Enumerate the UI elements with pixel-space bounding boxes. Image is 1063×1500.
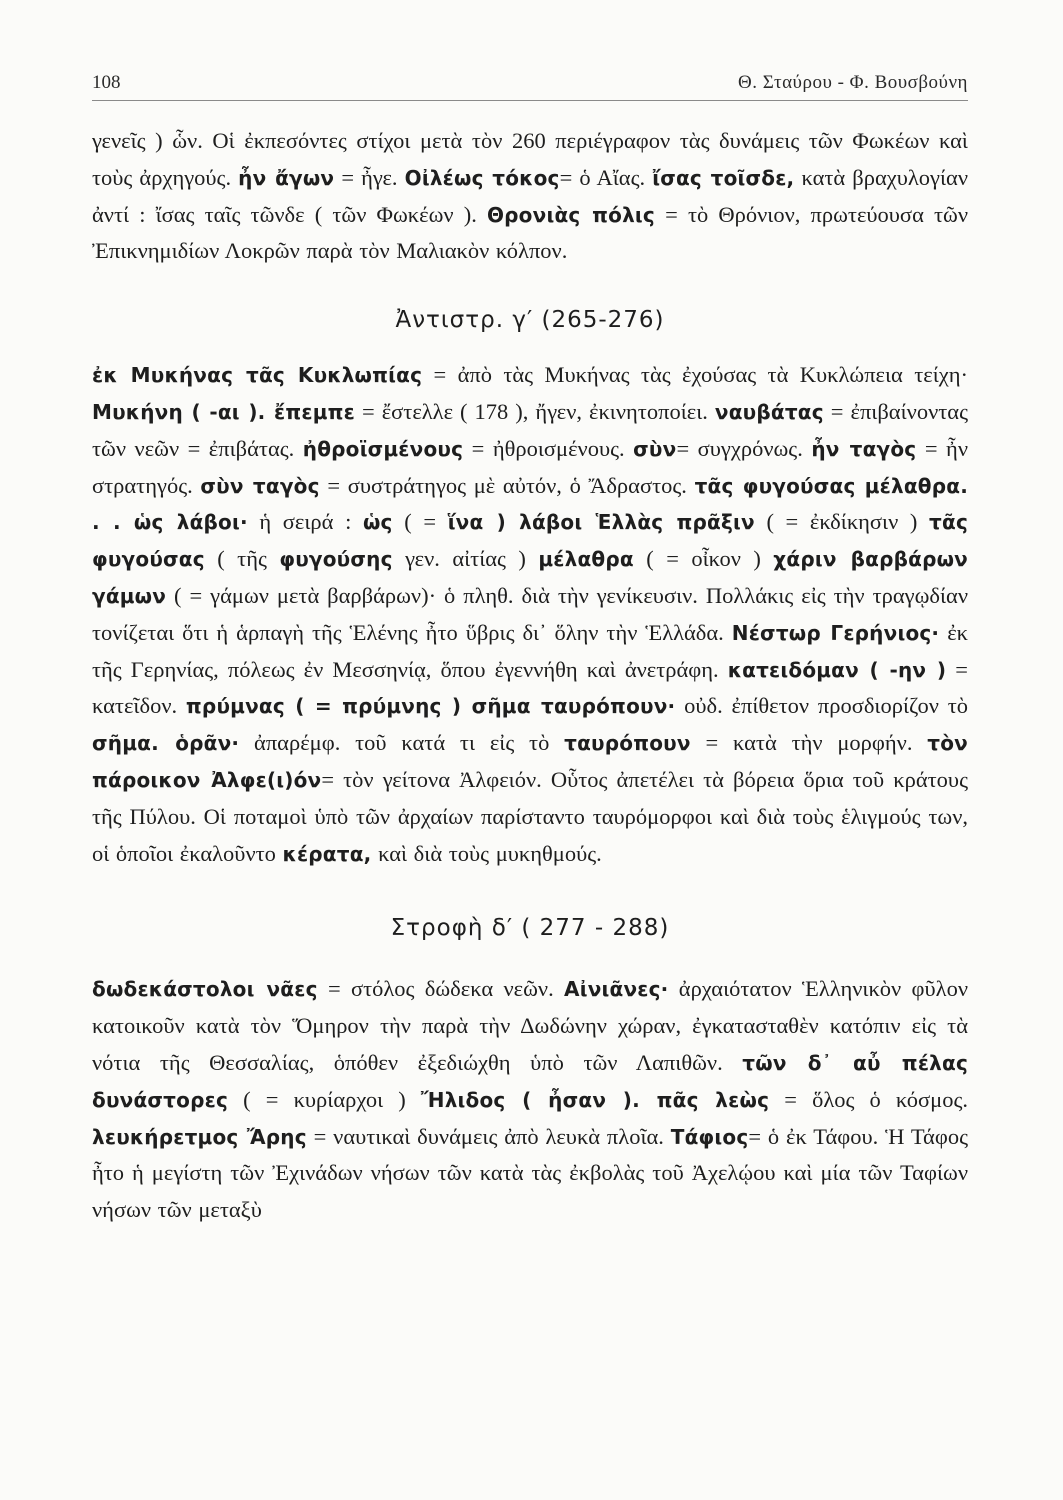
text-run: = ἀπὸ τὰς Μυκήνας τὰς ἐχούσας τὰ Κυκλώπεια τείχη·: [422, 362, 968, 388]
lemma: δωδεκάστολοι νᾶες: [92, 977, 318, 1002]
running-head: [92, 60, 968, 101]
text-run: κατὰ βραχυλογίαν ἀντί : ἴσας ταῖς τῶνδε ( τῶν Φωκέων ).: [92, 164, 969, 227]
lemma: ἦν ταγὸς: [811, 436, 917, 461]
text-run: γεν. αἰτίας ): [392, 546, 539, 572]
lemma: σῆμα. ὁρᾶν·: [92, 731, 240, 756]
text-run: = ὁ ἐκ Τάφου. Ἡ Τάφος ἦτο ἡ μεγίστη τῶν Ἐχινάδων νήσων τῶν κατὰ τὰς ἐκβολὰς τοῦ Ἀχελῴου καὶ μία τῶν Ταφίων νήσων τῶν μεταξὺ: [92, 1123, 968, 1223]
text-run: = ἦγε.: [334, 164, 405, 190]
lemma: φυγούσης: [279, 547, 393, 572]
intro-paragraph: [92, 123, 968, 270]
text-run: ( = κυρίαρχοι ): [228, 1086, 421, 1112]
page-number: 108: [92, 72, 121, 93]
antistrophe-paragraph: [92, 357, 968, 872]
text-run: = ναυτικαὶ δυνάμεις ἀπὸ λευκὰ πλοῖα.: [306, 1123, 671, 1149]
text-run: ( =: [392, 509, 448, 535]
lemma: μέλαθρα: [538, 547, 634, 572]
section-heading-antistrophe: Ἀντιστρ. γ′ (265-276): [395, 307, 665, 334]
text-run: οὐδ. ἐπίθετον προσδιορίζον τὸ: [675, 693, 968, 719]
text-run: ( = ἐκδίκησιν ): [754, 509, 930, 535]
text-run: γενεῖς ) ὧν. Οἱ ἐκπεσόντες στίχοι μετὰ τὸν 260 περιέγραφον τὰς δυνάμεις τῶν Φωκέων καὶ τοὺς ἀρχηγούς.: [92, 128, 968, 190]
text-run: ἐκ τῆς Γερηνίας, πόλεως ἐν Μεσσηνίᾳ, ὅπου ἐγεννήθη καὶ ἀνετράφη.: [92, 619, 968, 682]
lemma: κέρατα,: [282, 841, 372, 866]
text-run: = ἔστελλε ( 178 ), ἤγεν, ἐκινητοποίει.: [354, 398, 715, 424]
lemma: Νέστωρ Γερήνιος·: [731, 620, 940, 645]
text-run: ( τῆς: [204, 546, 280, 572]
lemma: τῶν δ᾿ αὖ πέλας δυνάστορες: [92, 1050, 969, 1112]
text-run: = κατὰ τὴν μορφήν.: [690, 730, 928, 756]
lemma: τὸν πάροικον Ἀλφε(ι)όν: [92, 731, 968, 792]
lemma: σὺν ταγὸς: [200, 473, 320, 498]
text-run: ἡ σειρά :: [247, 509, 363, 535]
lemma: Ἤλιδος ( ἦσαν ). πᾶς λεὼς: [420, 1087, 770, 1112]
text-run: = ἐπιβαίνοντας τῶν νεῶν = ἐπιβάτας.: [92, 398, 968, 461]
lemma: ἵνα ) λάβοι Ἑλλὰς πρᾶξιν: [447, 510, 755, 535]
lemma: τᾶς φυγούσας: [92, 510, 969, 572]
text-run: = τὸν γείτονα Ἀλφειόν. Οὗτος ἀπετέλει τὰ βόρεια ὅρια τοῦ κράτους τῆς Πύλου. Οἱ ποταμοὶ ὑπὸ τῶν ἀρχαίων παρίσταντο ταυρόμορφοι καὶ διὰ τοὺς ἑλιγμούς των, οἱ ὁποῖοι ἐκαλοῦντο: [92, 766, 968, 866]
text-run: ( = οἶκον ): [633, 546, 774, 572]
lemma: λευκήρετμος Ἄρης: [92, 1124, 307, 1149]
lemma: σὺν: [633, 436, 677, 461]
text-run: = ἠθροισμένους.: [463, 435, 634, 461]
lemma: ὡς: [362, 510, 393, 535]
text-run: = ὅλος ὁ κόσμος.: [769, 1086, 968, 1112]
strophe-paragraph: [92, 971, 968, 1229]
lemma: Τάφιος: [670, 1124, 749, 1149]
text-run: ( = γάμων μετὰ βαρβάρων)· ὁ πληθ. διὰ τὴν γενίκευσιν. Πολλάκις εἰς τὴν τραγῳδίαν τονίζεται ὅτι ἡ ἁρπαγὴ τῆς Ἑλένης ἦτο ὕβρις δι᾿ ὅλην τὴν Ἑλλάδα.: [92, 582, 968, 645]
text-run: = ὁ Αἴας.: [559, 164, 653, 190]
text-run: = συγχρόνως.: [676, 435, 812, 461]
text-run: = κατεῖδον.: [92, 656, 968, 719]
text-run: = ἦν στρατηγός.: [92, 435, 968, 498]
lemma: χάριν βαρβάρων γάμων: [92, 547, 968, 608]
lemma: τᾶς φυγούσας μέλαθρα. . . ὡς λάβοι·: [92, 473, 968, 535]
lemma: Θρονιὰς πόλις: [486, 202, 655, 227]
text-run: ἀπαρέμφ. τοῦ κατά τι εἰς τὸ: [239, 730, 565, 756]
lemma: ἐκ Μυκήνας τᾶς Κυκλωπίας: [92, 363, 423, 388]
lemma: Οἰλέως τόκος: [404, 165, 560, 190]
text-run: καὶ διὰ τοὺς μυκηθμούς.: [371, 840, 602, 866]
lemma: ταυρόπουν: [564, 731, 691, 756]
text-run: = συστράτηγος μὲ αὐτόν, ὁ Ἄδραστος.: [319, 472, 695, 498]
lemma: ἴσας τοῖσδε,: [652, 165, 795, 190]
text-run: = στόλος δώδεκα νεῶν.: [317, 976, 565, 1002]
text-run: = τὸ Θρόνιον, πρωτεύουσα τῶν Ἐπικνημιδίων Λοκρῶν παρὰ τὸν Μαλιακὸν κόλπον.: [92, 201, 969, 264]
lemma: ἦν ἄγων: [238, 165, 335, 190]
section-heading-strophe: Στροφὴ δ′ ( 277 - 288): [390, 915, 670, 942]
lemma: Μυκήνη ( -αι ). ἔπεμπε: [92, 399, 355, 424]
lemma: κατειδόμαν ( -ην ): [727, 657, 947, 682]
text-run: ἀρχαιότατον Ἑλληνικὸν φῦλον κατοικοῦν κατὰ τὸν Ὅμηρον τὴν παρὰ τὴν Δωδώνην χώραν, ἐγκατασταθὲν κατόπιν εἰς τὰ νότια τῆς Θεσσαλίας, ὁπόθεν ἐξεδιώχθη ὑπὸ τῶν Λαπιθῶν.: [92, 976, 968, 1075]
lemma: ἠθροϊσμένους: [302, 436, 464, 461]
lemma: πρύμνας ( = πρύμνης ) σῆμα ταυρόπουν·: [185, 694, 676, 719]
header-authors: Θ. Σταύρου - Φ. Βουσβούνη: [738, 72, 968, 93]
lemma: Αἰνιᾶνες·: [564, 977, 669, 1002]
lemma: ναυβάτας: [714, 399, 824, 424]
